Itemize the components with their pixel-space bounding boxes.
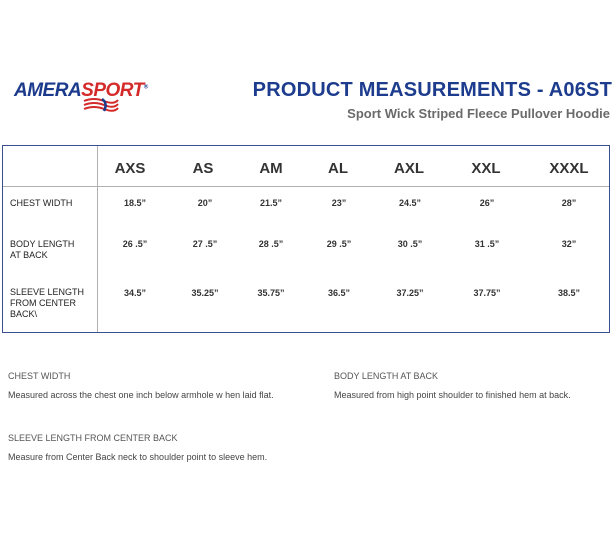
row-label-line: BODY LENGTH [10,239,75,249]
label-column-divider [97,146,98,332]
row-label-line: FROM CENTER [10,298,76,308]
table-cell: 18.5” [123,198,147,208]
amerasport-logo [14,80,164,120]
table-cell: 30 .5” [397,239,423,249]
definition-title-body-length: BODY LENGTH AT BACK [334,371,439,381]
flag-swoosh-icon [82,97,120,115]
size-header: AL [328,160,348,177]
size-header: AXL [394,160,424,177]
size-header: XXL [471,160,501,177]
table-cell: 28” [561,198,577,208]
measurement-table [2,145,610,333]
table-cell: 26” [479,198,495,208]
size-header: AS [192,160,214,177]
logo-word-amera: AMERA [14,80,82,101]
logo-word-sport: SPORT [81,80,144,101]
row-label-chest-width [10,198,72,209]
size-header: AM [259,160,283,177]
row-label-body-length [10,239,74,261]
row-label-line: AT BACK [10,250,48,260]
size-header: AXS [114,160,146,177]
table-cell: 21.5” [259,198,283,208]
definition-text-chest: Measured across the chest one inch below armhole w hen laid flat. [8,390,274,400]
registered-mark: ® [143,84,148,91]
table-cell: 29 .5” [326,239,352,249]
definition-title-chest: CHEST WIDTH [8,371,71,381]
row-label-line: CHEST WIDTH [10,198,73,208]
size-header: XXXL [549,160,589,177]
table-cell: 23” [331,198,347,208]
product-subtitle: Sport Wick Striped Fleece Pullover Hoodie [347,106,610,121]
definition-text-body-length: Measured from high point shoulder to finished hem at back. [334,390,571,400]
table-cell: 26 .5” [122,239,148,249]
page-title: PRODUCT MEASUREMENTS - A06ST [252,79,612,101]
row-label-line: BACK\ [10,309,38,319]
table-cell: 37.25” [396,288,424,298]
table-cell: 28 .5” [258,239,284,249]
row-label-line: SLEEVE LENGTH [10,287,85,297]
table-cell: 31 .5” [474,239,500,249]
row-label-sleeve-length [10,287,84,320]
table-cell: 38.5” [557,288,581,298]
definition-text-sleeve: Measure from Center Back neck to shoulder point to sleeve hem. [8,452,268,462]
header-row-divider [3,186,609,187]
table-cell: 32” [561,239,577,249]
table-cell: 36.5” [327,288,351,298]
logo-wordmark [14,80,148,102]
definition-title-sleeve: SLEEVE LENGTH FROM CENTER BACK [8,433,178,443]
table-cell: 35.75” [257,288,285,298]
table-cell: 35.25” [191,288,219,298]
table-cell: 27 .5” [192,239,218,249]
table-cell: 34.5” [123,288,147,298]
table-cell: 20” [197,198,213,208]
table-cell: 24.5” [398,198,422,208]
table-cell: 37.75” [473,288,501,298]
